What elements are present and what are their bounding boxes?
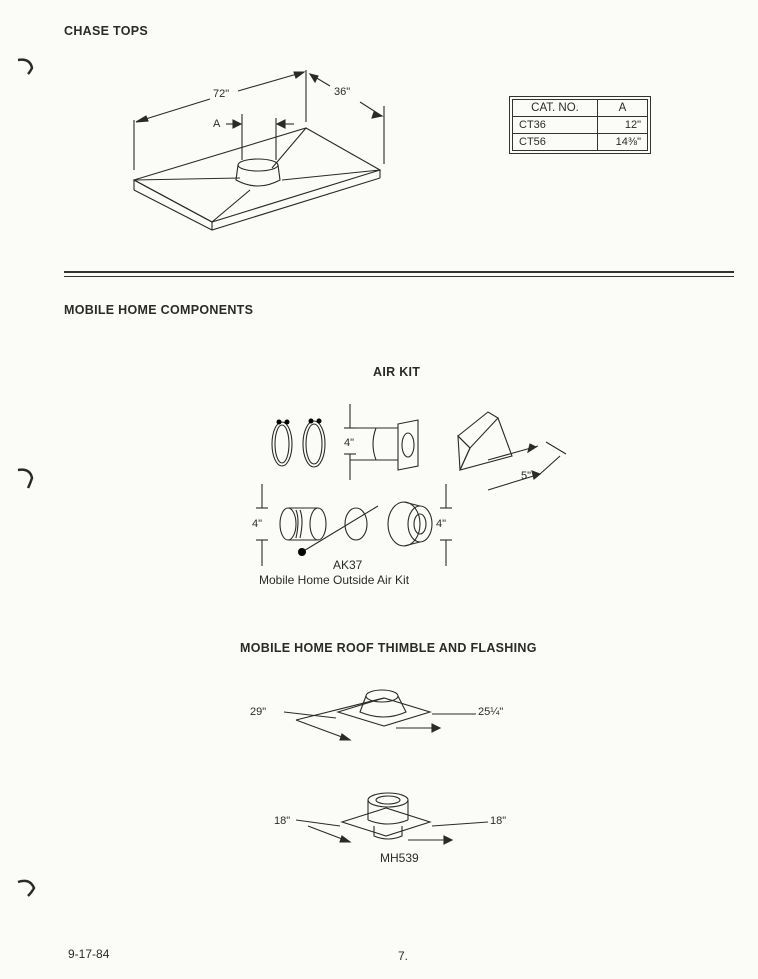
air-kit-model: AK37 (333, 558, 363, 572)
flashing-right-dim: 25¼" (478, 706, 504, 718)
page-number: 7. (398, 949, 409, 963)
chase-tops-heading: CHASE TOPS (64, 24, 149, 38)
air-kit-hood-dim: 5" (521, 470, 532, 482)
cell-a: 14⅜" (598, 134, 648, 151)
mobile-home-heading: MOBILE HOME COMPONENTS (64, 303, 254, 317)
thimble-left-dim: 18" (274, 815, 291, 827)
air-kit-caption: Mobile Home Outside Air Kit (259, 573, 410, 587)
cell-cat: CT36 (513, 117, 598, 134)
air-kit-tube-dim: 4" (344, 437, 355, 449)
col-header-cat-no: CAT. NO. (513, 100, 598, 117)
roof-thimble-heading: MOBILE HOME ROOF THIMBLE AND FLASHING (240, 641, 537, 655)
thimble-right-dim: 18" (490, 815, 507, 827)
cell-cat: CT56 (513, 134, 598, 151)
footer-date: 9-17-84 (68, 947, 110, 961)
thimble-model: MH539 (380, 851, 419, 865)
air-kit-right-dim: 4" (436, 518, 447, 530)
air-kit-left-dim: 4" (252, 518, 263, 530)
air-kit-heading: AIR KIT (373, 365, 421, 379)
dim-a-label: A (213, 118, 221, 130)
cell-a: 12" (598, 117, 648, 134)
col-header-a: A (598, 100, 648, 117)
dim-36-label: 36" (334, 86, 351, 98)
dim-72-label: 72" (213, 88, 230, 100)
flashing-left-dim: 29" (250, 706, 267, 718)
